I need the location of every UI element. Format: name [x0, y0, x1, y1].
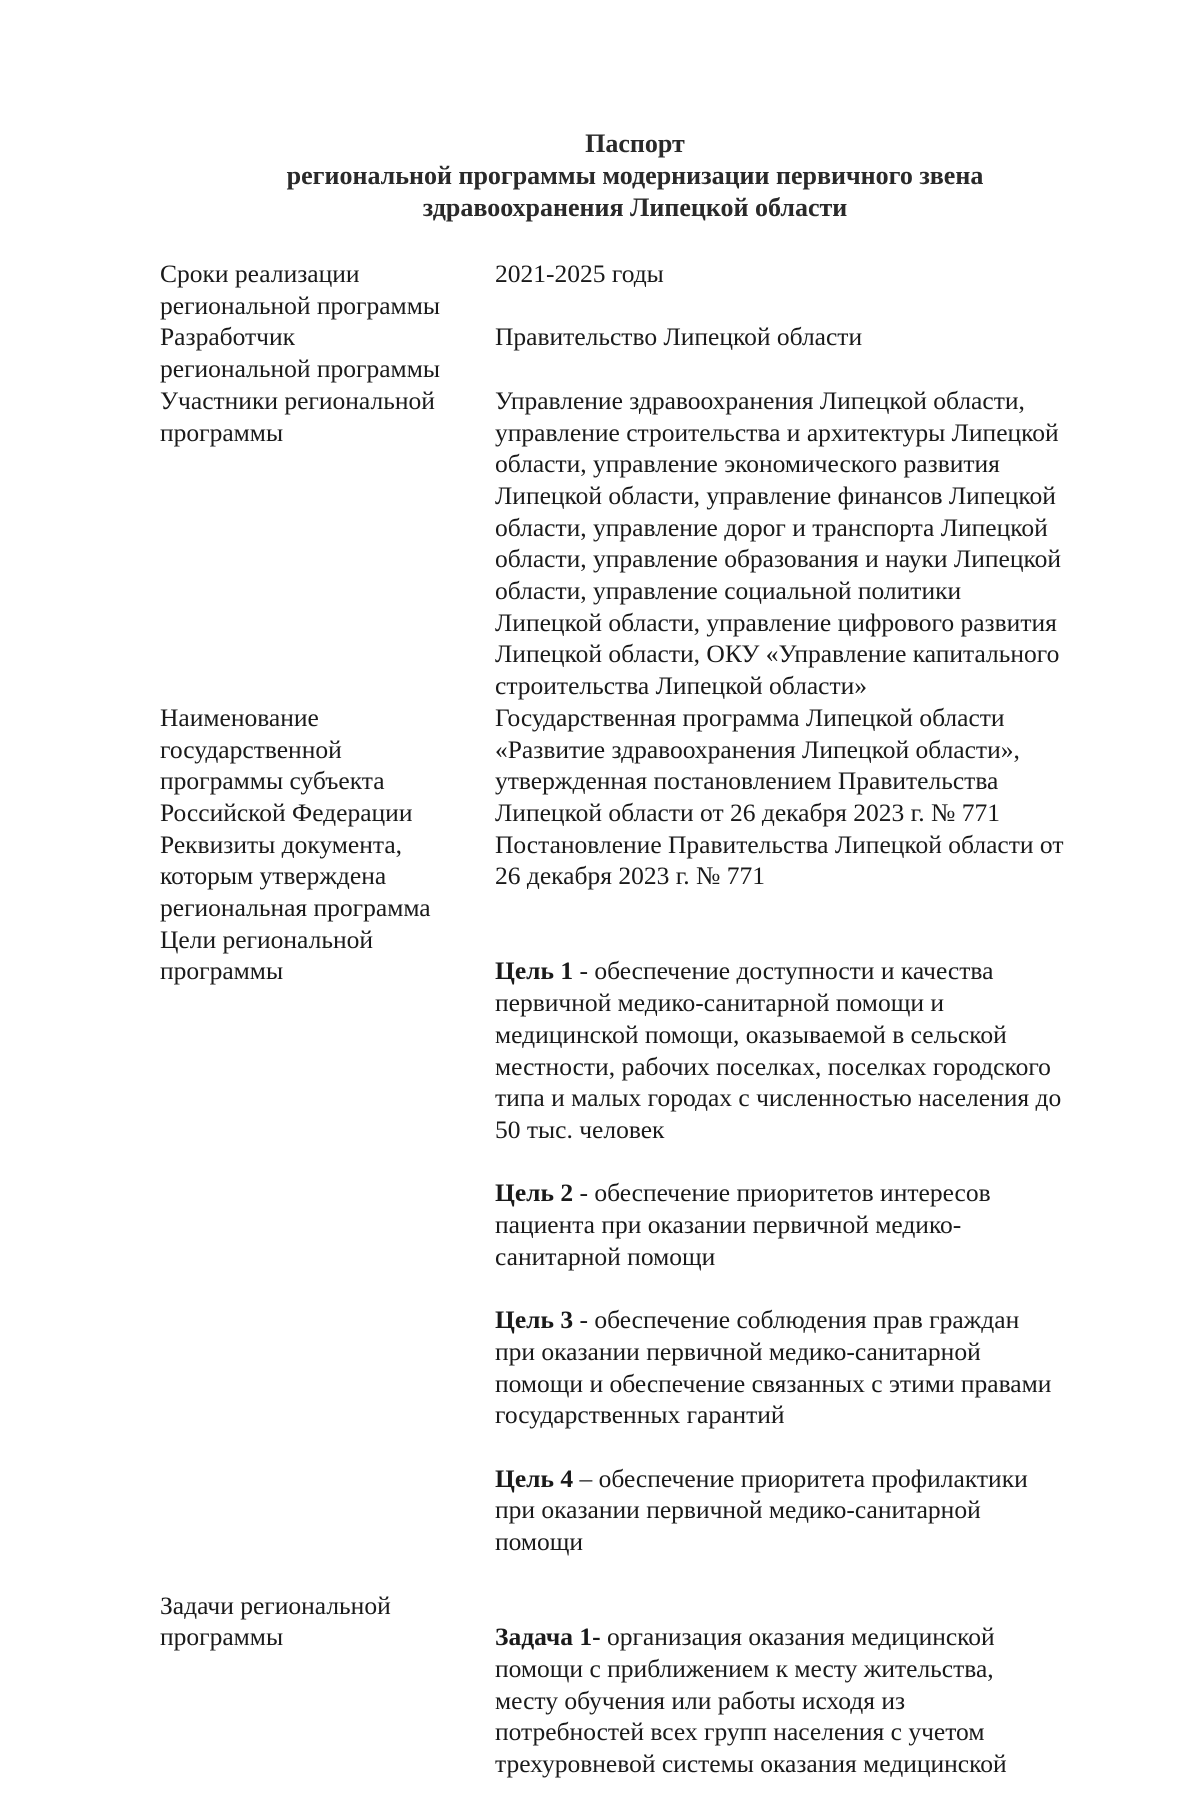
row-label: Участники региональной программы — [160, 385, 435, 447]
goal-item — [495, 1177, 1120, 1272]
row-tasks — [160, 1590, 1120, 1811]
row-label: Сроки реализации региональной программы — [160, 259, 440, 320]
row-value: Правительство Липецкой области — [495, 322, 863, 352]
goal-item — [495, 955, 1120, 1145]
goal-heading: Цель 2 — [495, 1178, 574, 1208]
row-goals — [160, 924, 1120, 1590]
goal-heading: Цель 4 — [495, 1463, 574, 1493]
row-value: 2021-2025 годы — [495, 259, 664, 288]
row-value — [495, 924, 1120, 1590]
title-line-3: здравоохранения Липецкой области — [422, 193, 848, 222]
title-line-1: Паспорт — [585, 129, 685, 158]
row-participants — [160, 385, 1120, 702]
row-value: Государственная программа Липецкой области «Развитие здравоохранения Липецкой области», утвержденная постановлением Правительства Липецкой области от 26 декабря 2023 г. № 771 — [495, 702, 1020, 827]
task-text: организация оказания медицинской помощи с приближением к месту жительства, месту обучения или работы исходя из потребностей всех групп населения с учетом трехуровневой системы оказания медицинской — [495, 1622, 1007, 1779]
row-value: Постановление Правительства Липецкой области от 26 декабря 2023 г. № 771 — [495, 829, 1064, 891]
task-item — [495, 1621, 1120, 1780]
goal-heading: Цель 3 — [495, 1305, 574, 1335]
goal-text: – обеспечение приоритета профилактики при оказании первичной медико-санитарной помощи — [495, 1463, 1028, 1557]
row-value: Управление здравоохранения Липецкой области, управление строительства и архитектуры Липецкой области, управление экономического развития Липецкой области, управление финансов Липецкой области, управление дорог и транспорта Липецкой области, управление образования и науки Липецкой области, управление социальной политики Липецкой области, управление цифрового развития Липецкой области, ОКУ «Управление капитального строительства Липецкой области» — [495, 385, 1061, 701]
row-value — [495, 1590, 1120, 1811]
row-label: Задачи региональной программы — [160, 1590, 391, 1652]
goal-text: - обеспечение соблюдения прав граждан при оказании первичной медико-санитарной помощи и обеспечение связанных с этими правами государственных гарантий — [495, 1305, 1052, 1430]
row-state-program — [160, 702, 1120, 829]
row-period — [160, 258, 1120, 321]
task-heading: Задача 1- — [495, 1622, 601, 1652]
row-developer — [160, 321, 1120, 384]
title-line-2: региональной программы модернизации первичного звена — [286, 161, 984, 190]
goal-text: - обеспечение доступности и качества первичной медико-санитарной помощи и медицинской помощи, оказываемой в сельской местности, рабочих поселках, поселках городского типа и малых городах с численностью населения до 50 тыс. человек — [495, 956, 1062, 1144]
goal-text: - обеспечение приоритетов интересов пациента при оказании первичной медико- санитарной помощи — [495, 1178, 991, 1271]
row-document — [160, 829, 1120, 924]
goal-item — [495, 1304, 1120, 1431]
row-label: Разработчик региональной программы — [160, 322, 440, 384]
row-label: Реквизиты документа, которым утверждена региональная программа — [160, 829, 431, 923]
passport-table — [160, 258, 1120, 1811]
goal-item — [495, 1463, 1120, 1558]
goal-heading: Цель 1 — [495, 956, 574, 986]
row-label: Наименование государственной программы субъекта Российской Федерации — [160, 702, 413, 827]
row-label: Цели региональной программы — [160, 924, 373, 986]
document-title — [0, 128, 1200, 224]
